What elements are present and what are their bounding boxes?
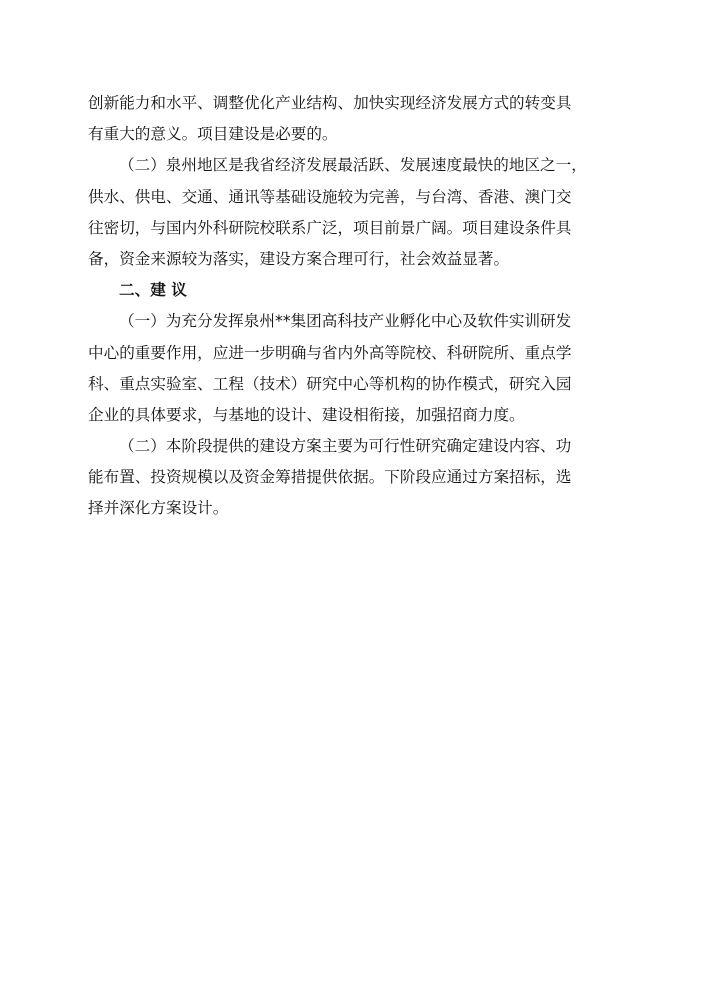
text-line: 企业的具体要求，与基地的设计、建设相衔接，加强招商力度。 bbox=[88, 405, 525, 424]
text-line: （二）泉州地区是我省经济发展最活跃、发展速度最快的地区之一， bbox=[119, 156, 587, 175]
text-line: 创新能力和水平、调整优化产业结构、加快实现经济发展方式的转变具 bbox=[88, 94, 572, 112]
text-line: 科、重点实验室、工程（技术）研究中心等机构的协作模式，研究入园 bbox=[88, 374, 572, 393]
text-line: 有重大的意义。项目建设是必要的。 bbox=[88, 125, 338, 144]
paragraph-continuation bbox=[88, 88, 618, 150]
text-line: 备，资金来源较为落实，建设方案合理可行，社会效益显著。 bbox=[88, 249, 510, 268]
paragraph-recommendation-1 bbox=[88, 306, 618, 431]
paragraph-quanzhou-region bbox=[88, 150, 618, 275]
section-heading-text: 二、建 议 bbox=[119, 281, 187, 300]
text-line: 往密切，与国内外科研院校联系广泛，项目前景广阔。项目建设条件具 bbox=[88, 218, 572, 237]
document-body bbox=[88, 88, 618, 525]
text-line: 能布置、投资规模以及资金筹措提供依据。下阶段应通过方案招标，选 bbox=[88, 468, 572, 487]
text-line: 供水、供电、交通、通讯等基础设施较为完善，与台湾、香港、澳门交 bbox=[88, 187, 572, 206]
text-line: （一）为充分发挥泉州**集团高科技产业孵化中心及软件实训研发 bbox=[119, 312, 572, 331]
paragraph-recommendation-2 bbox=[88, 431, 618, 525]
text-line: （二）本阶段提供的建设方案主要为可行性研究确定建设内容、功 bbox=[119, 437, 572, 456]
text-line: 择并深化方案设计。 bbox=[88, 499, 229, 518]
section-heading bbox=[88, 275, 618, 306]
text-line: 中心的重要作用，应进一步明确与省内外高等院校、科研院所、重点学 bbox=[88, 343, 572, 362]
